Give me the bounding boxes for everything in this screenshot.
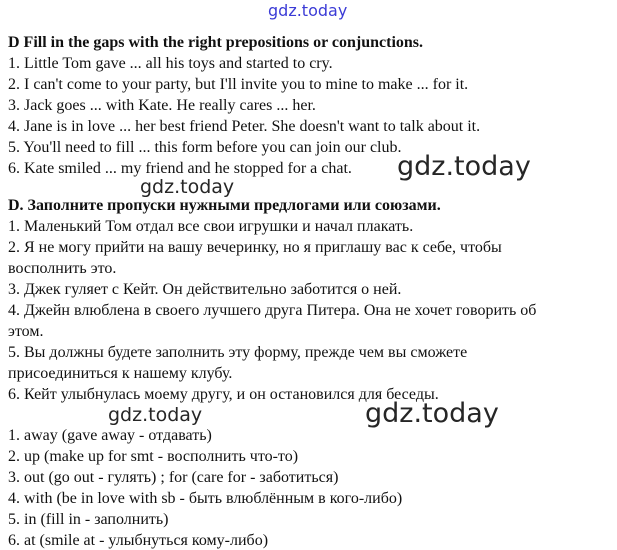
russian-line-8: присоединиться к нашему клубу. xyxy=(8,365,233,382)
english-heading: D Fill in the gaps with the right prepositions or conjunctions. xyxy=(8,34,424,51)
english-item-1: 1. Little Tom gave ... all his toys and started to cry. xyxy=(8,55,333,72)
russian-line-1: 1. Маленький Том отдал все свои игрушки и начал плакать. xyxy=(8,218,414,235)
answer-4: 4. with (be in love with sb - быть влюблённым в кого-либо) xyxy=(8,490,403,507)
answer-3: 3. out (go out - гулять) ; for (care for - заботиться) xyxy=(8,469,339,486)
answer-2: 2. up (make up for smt - восполнить что-то) xyxy=(8,448,299,465)
answer-5: 5. in (fill in - заполнить) xyxy=(8,511,169,528)
watermark-lower-right: gdz.today xyxy=(365,398,499,429)
russian-line-5: 4. Джейн влюблена в своего лучшего друга Питера. Она не хочет говорить об xyxy=(8,302,537,319)
russian-line-4: 3. Джек гуляет с Кейт. Он действительно заботится о ней. xyxy=(8,281,402,298)
russian-heading: D. Заполните пропуски нужными предлогами или союзами. xyxy=(8,197,441,214)
english-item-3: 3. Jack goes ... with Kate. He really cares ... her. xyxy=(8,97,316,114)
watermark-mid-right: gdz.today xyxy=(397,151,531,182)
russian-line-3: восполнить это. xyxy=(8,260,117,277)
russian-line-6: этом. xyxy=(8,323,44,340)
english-item-4: 4. Jane is in love ... her best friend Peter. She doesn't want to talk about it. xyxy=(8,118,481,135)
russian-line-2: 2. Я не могу прийти на вашу вечеринку, но я приглашу вас к себе, чтобы xyxy=(8,239,502,256)
english-item-6: 6. Kate smiled ... my friend and he stopped for a chat. xyxy=(8,160,352,177)
russian-line-9: 6. Кейт улыбнулась моему другу, и он остановился для беседы. xyxy=(8,386,439,403)
russian-line-7: 5. Вы должны будете заполнить эту форму, прежде чем вы сможете xyxy=(8,344,468,361)
watermark-mid-left: gdz.today xyxy=(140,176,235,198)
watermark-lower-left: gdz.today xyxy=(108,404,203,426)
answer-1: 1. away (gave away - отдавать) xyxy=(8,427,212,444)
english-item-2: 2. I can't come to your party, but I'll invite you to mine to make ... for it. xyxy=(8,76,469,93)
english-item-5: 5. You'll need to fill ... this form before you can join our club. xyxy=(8,139,402,156)
watermark-top: gdz.today xyxy=(268,1,348,20)
answer-6: 6. at (smile at - улыбнуться кому-либо) xyxy=(8,532,269,549)
